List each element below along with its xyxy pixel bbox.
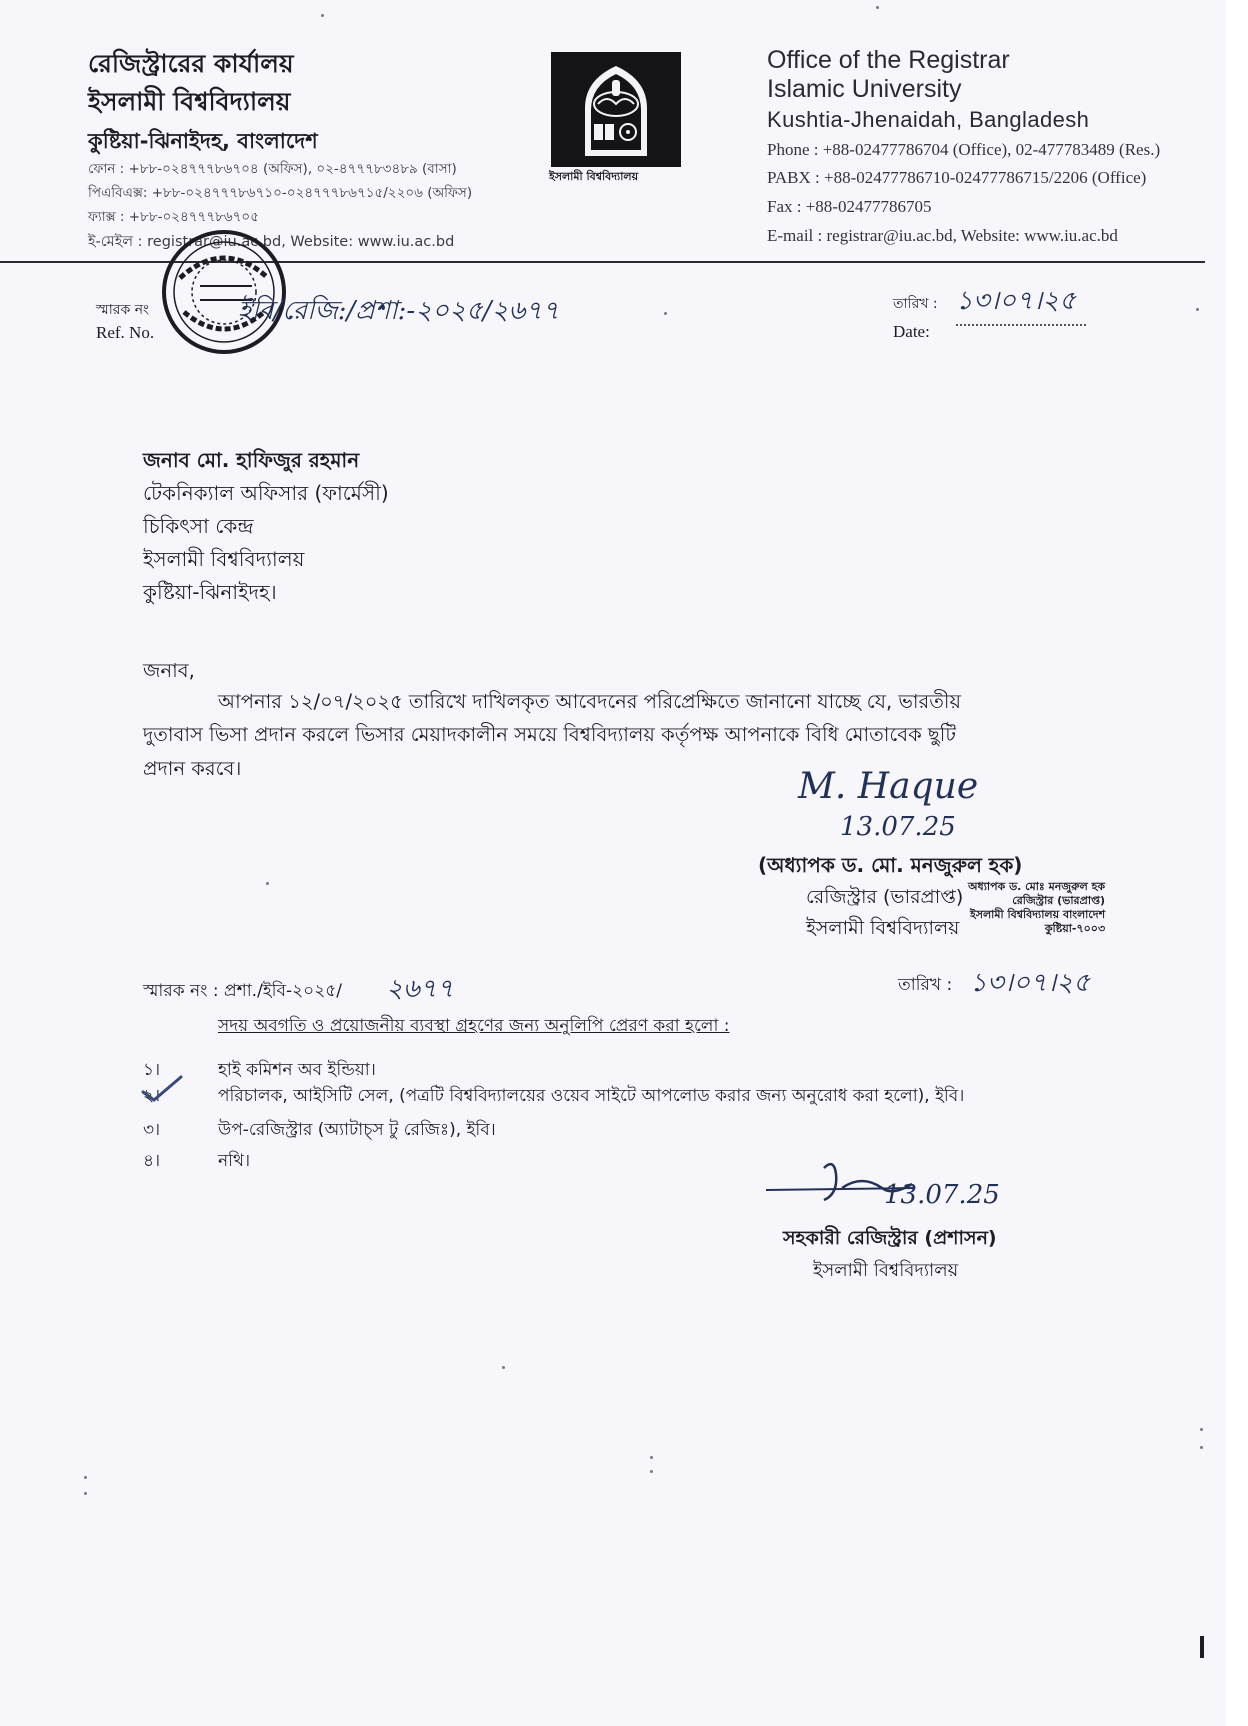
en-location: Kushtia-Jhenaidah, Bangladesh: [767, 107, 1090, 132]
seal-line-4: কুষ্টিয়া-৭০০৩: [1044, 922, 1106, 935]
ref-number-handwritten: ইবি/রেজি:/প্রশা:-২০২৫/২৬৭৭: [238, 296, 560, 326]
registrar-seal: [966, 880, 1107, 936]
cc-item-text: উপ-রেজিস্ট্রার (অ্যাটাচ্‌স টু রেজিঃ), ইবি।: [218, 1120, 496, 1140]
registrar-name: (অধ্যাপক ড. মো. মনজুরুল হক): [758, 853, 1023, 877]
cc-item-number: ৩।: [143, 1120, 161, 1140]
seal-line-3: ইসলামী বিশ্ববিদ্যালয় বাংলাদেশ: [970, 908, 1106, 921]
recipient-name: জনাব মো. হাফিজুর রহমান: [143, 448, 360, 472]
cc-item-text: নথি।: [218, 1151, 251, 1171]
copy-date-label: তারিখ :: [898, 975, 953, 995]
copy-date-handwritten: ১৩।০৭।২৫: [970, 968, 1090, 998]
date-bn-label: তারিখ :: [893, 296, 938, 312]
en-university-title: Islamic University: [767, 75, 962, 103]
copy-intro: সদয় অবগতি ও প্রয়োজনীয় ব্যবস্থা গ্রহণের জন্য অনুলিপি প্রেরণ করা হলো :: [218, 1016, 730, 1036]
scan-edge: [1226, 0, 1248, 1726]
en-phone: Phone : +88-02477786704 (Office), 02-477783489 (Res.): [767, 140, 1161, 159]
scan-speck: [84, 1492, 87, 1495]
bn-university-title: ইসলামী বিশ্ববিদ্যালয়: [88, 87, 291, 116]
scan-speck: [266, 882, 269, 885]
registrar-signature: M. Haque: [798, 766, 979, 807]
scan-speck: [1196, 308, 1199, 311]
en-fax: Fax : +88-02477786705: [767, 197, 932, 216]
logo-caption: ইসলামী বিশ্ববিদ্যালয়: [549, 170, 639, 183]
bn-office-title: রেজিস্ট্রারের কার্যালয়: [88, 49, 294, 78]
recipient-designation: টেকনিক্যাল অফিসার (ফার্মেসী): [143, 481, 389, 505]
body-line-2: দুতাবাস ভিসা প্রদান করলে ভিসার মেয়াদকালীন সময়ে বিশ্ববিদ্যালয় কর্তৃপক্ষ আপনাকে বিধি মোতাবেক ছুটি: [143, 723, 956, 746]
university-logo: [551, 52, 681, 167]
copy-ref-handwritten: ২৬৭৭: [386, 974, 454, 1004]
registrar-signature-date: 13.07.25: [840, 812, 956, 842]
seal-line-1: অধ্যাপক ড. মোঃ মনজুরুল হক: [968, 880, 1106, 893]
body-line-3: প্রদান করবে।: [143, 757, 242, 780]
ref-en-label: Ref. No.: [96, 323, 155, 342]
scan-speck: [502, 1366, 505, 1369]
scan-speck: [650, 1456, 653, 1459]
assistant-signature-date: 13.07.25: [884, 1180, 1000, 1210]
cc-item-number: ২।: [143, 1086, 161, 1106]
bn-location: কুষ্টিয়া-ঝিনাইদহ, বাংলাদেশ: [88, 129, 318, 153]
ref-bn-label: স্মারক নং: [96, 302, 150, 318]
seal-line-2: রেজিস্ট্রার (ভারপ্রাপ্ত): [1012, 894, 1106, 907]
cc-item-number: ৪।: [143, 1151, 161, 1171]
recipient-department: চিকিৎসা কেন্দ্র: [143, 514, 254, 538]
en-email: E-mail : registrar@iu.ac.bd, Website: www.iu.ac.bd: [767, 226, 1118, 245]
assistant-title: সহকারী রেজিস্ট্রার (প্রশাসন): [783, 1227, 997, 1249]
scan-mark: [1200, 1636, 1204, 1658]
cc-item-number: ১।: [143, 1060, 161, 1080]
recipient-location: কুষ্টিয়া-ঝিনাইদহ।: [143, 580, 277, 604]
scan-speck: [321, 14, 324, 17]
checkmark-icon: [140, 1074, 184, 1108]
salutation: জনাব,: [143, 659, 195, 682]
bn-phone: ফোন : +৮৮-০২৪৭৭৭৮৬৭০৪ (অফিস), ০২-৪৭৭৭৮৩৪৮৯ (বাসা): [88, 161, 457, 177]
scan-speck: [664, 312, 667, 315]
bn-pabx: পিএবিএক্স: +৮৮-০২৪৭৭৭৮৬৭১০-০২৪৭৭৭৮৬৭১৫/২২০৬ (অফিস): [88, 185, 473, 201]
scan-speck: [650, 1470, 653, 1473]
recipient-university: ইসলামী বিশ্ববিদ্যালয়: [143, 547, 305, 571]
cc-item-text: হাই কমিশন অব ইন্ডিয়া।: [218, 1060, 376, 1080]
date-handwritten: ১৩।০৭।২৫: [956, 280, 1086, 326]
scan-speck: [1200, 1446, 1203, 1449]
registrar-title: রেজিস্ট্রার (ভারপ্রাপ্ত): [806, 886, 964, 908]
en-pabx: PABX : +88-02477786710-02477786715/2206 (Office): [767, 168, 1147, 187]
date-en-label: Date:: [893, 322, 930, 341]
cc-item-text: পরিচালক, আইসিটি সেল, (পত্রটি বিশ্ববিদ্যালয়ের ওয়েব সাইটে আপলোড করার জন্য অনুরোধ করা হলো), ইবি।: [218, 1086, 965, 1106]
scan-speck: [876, 6, 879, 9]
bn-fax: ফ্যাক্স : +৮৮-০২৪৭৭৭৮৬৭০৫: [88, 209, 259, 225]
scan-speck: [1200, 1428, 1203, 1431]
body-line-1: আপনার ১২/০৭/২০২৫ তারিখে দাখিলকৃত আবেদনের পরিপ্রেক্ষিতে জানানো যাচ্ছে যে, ভারতীয়: [218, 690, 961, 713]
copy-ref-label: স্মারক নং : প্রশা./ইবি-২০২৫/: [143, 981, 343, 1001]
assistant-org: ইসলামী বিশ্ববিদ্যালয়: [813, 1260, 959, 1281]
bn-email: ই-মেইল : registrar@iu.ac.bd, Website: www.iu.ac.bd: [88, 234, 455, 250]
registrar-org: ইসলামী বিশ্ববিদ্যালয়: [806, 917, 960, 939]
en-office-title: Office of the Registrar: [767, 46, 1010, 74]
scan-speck: [84, 1476, 87, 1479]
